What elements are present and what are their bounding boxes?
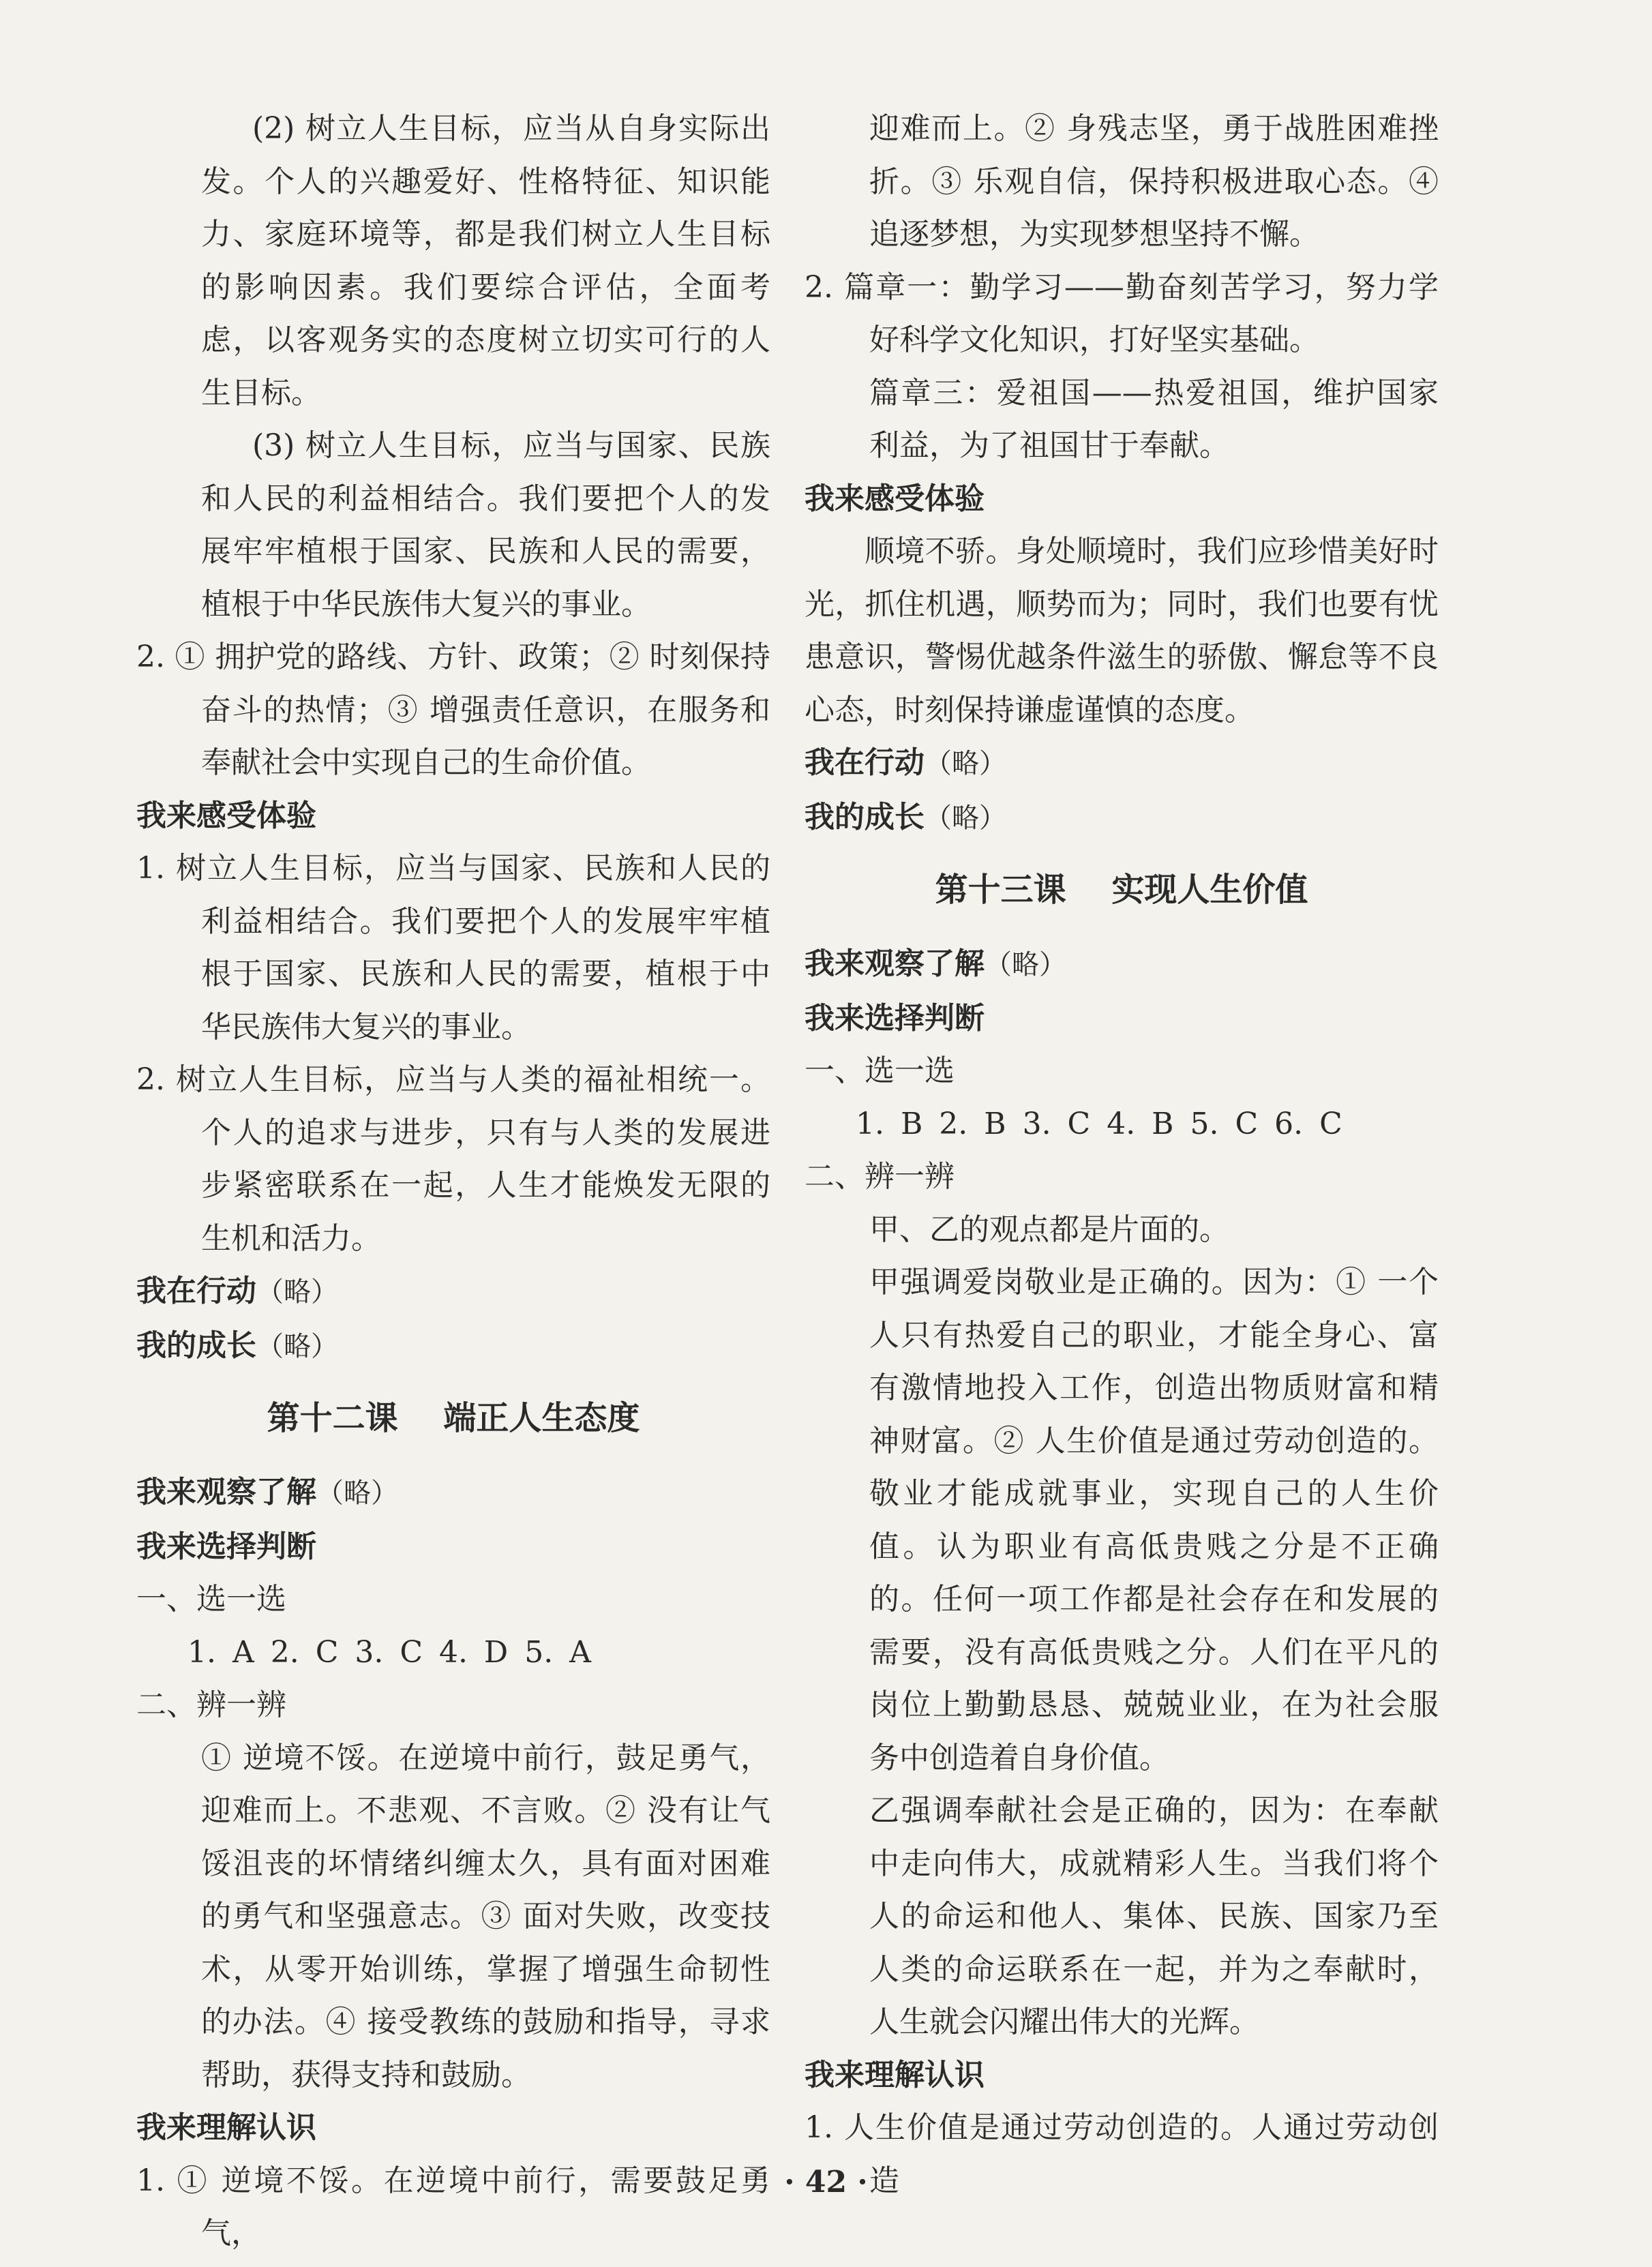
right-column bbox=[805, 102, 1439, 2207]
section-heading: 我来感受体验 bbox=[136, 798, 316, 833]
section-heading: 我来理解认识 bbox=[136, 2110, 316, 2145]
lesson-title: 第十二课 端正人生态度 bbox=[267, 1399, 640, 1437]
heading-text: 我的成长 bbox=[136, 1327, 256, 1363]
page-number: · 42 · bbox=[784, 2165, 868, 2200]
paragraph: (3) 树立人生目标，应当与国家、民族和人民的利益相结合。我们要把个人的发展牢牢植根于国家、民族和人民的需要，植根于中华民族伟大复兴的事业。 bbox=[201, 428, 770, 622]
omitted-note: （略） bbox=[256, 1330, 338, 1362]
heading-text: 我在行动 bbox=[136, 1274, 256, 1308]
section-heading bbox=[805, 736, 1439, 791]
numbered-item: 1. 树立人生目标，应当与国家、民族和人民的利益相结合。我们要把个人的发展牢牢植根于国家、民族和人民的需要，植根于中华民族伟大复兴的事业。 bbox=[136, 851, 770, 1045]
section-heading bbox=[805, 937, 1439, 992]
paragraph: ① 逆境不馁。在逆境中前行，鼓足勇气，迎难而上。不悲观、不言败。② 没有让气馁沮丧的坏情绪纠缠太久，具有面对困难的勇气和坚强意志。③ 面对失败，改变技术，从零开始训练，掌握了增强生命韧性的办法。④ 接受教练的鼓励和指导，寻求帮助，获得支持和鼓励。 bbox=[201, 1740, 770, 2092]
paragraph: 甲、乙的观点都是片面的。 bbox=[869, 1212, 1229, 1247]
section-heading: 我来选择判断 bbox=[805, 1000, 985, 1036]
subsection-label: 一、选一选 bbox=[136, 1582, 286, 1617]
subsection-label: 二、辨一辨 bbox=[805, 1159, 955, 1194]
numbered-item: 2. 篇章一：勤学习——勤奋刻苦学习，努力学好科学文化知识，打好坚实基础。 bbox=[805, 269, 1439, 357]
paragraph: 篇章三：爱祖国——热爱祖国，维护国家利益，为了祖国甘于奉献。 bbox=[869, 375, 1439, 463]
lesson-title: 第十三课 实现人生价值 bbox=[935, 871, 1308, 909]
section-heading: 我来感受体验 bbox=[805, 481, 985, 516]
answer-key: 1. B 2. B 3. C 4. B 5. C 6. C bbox=[856, 1106, 1342, 1141]
omitted-note: （略） bbox=[985, 949, 1066, 980]
omitted-note: （略） bbox=[925, 802, 1006, 834]
section-heading bbox=[136, 1319, 770, 1374]
numbered-item: 1. 人生价值是通过劳动创造的。人通过劳动创造 bbox=[805, 2110, 1439, 2198]
section-heading bbox=[136, 1265, 770, 1319]
numbered-item: 1. ① 逆境不馁。在逆境中前行，需要鼓足勇气， bbox=[136, 2163, 770, 2251]
heading-text: 我来观察了解 bbox=[805, 946, 985, 981]
subsection-label: 一、选一选 bbox=[805, 1053, 955, 1088]
section-heading bbox=[136, 1466, 770, 1520]
section-heading bbox=[805, 791, 1439, 845]
omitted-note: （略） bbox=[316, 1477, 398, 1509]
numbered-item: 2. ① 拥护党的路线、方针、政策；② 时刻保持奋斗的热情；③ 增强责任意识，在服务和奉献社会中实现自己的生命价值。 bbox=[136, 640, 770, 780]
left-column bbox=[136, 102, 770, 2260]
heading-text: 我在行动 bbox=[805, 745, 925, 780]
heading-text: 我来观察了解 bbox=[136, 1475, 316, 1510]
paragraph: 顺境不骄。身处顺境时，我们应珍惜美好时光，抓住机遇，顺势而为；同时，我们也要有忧患意识，警惕优越条件滋生的骄傲、懈怠等不良心态，时刻保持谦虚谨慎的态度。 bbox=[805, 534, 1439, 727]
numbered-item: 2. 树立人生目标，应当与人类的福祉相统一。个人的追求与进步，只有与人类的发展进步紧密联系在一起，人生才能焕发无限的生机和活力。 bbox=[136, 1062, 770, 1256]
section-heading: 我来选择判断 bbox=[136, 1529, 316, 1564]
heading-text: 我的成长 bbox=[805, 799, 925, 835]
paragraph: 乙强调奉献社会是正确的，因为：在奉献中走向伟大，成就精彩人生。当我们将个人的命运和他人、集体、民族、国家乃至人类的命运联系在一起，并为之奉献时，人生就会闪耀出伟大的光辉。 bbox=[869, 1793, 1439, 2039]
paragraph: 甲强调爱岗敬业是正确的。因为：① 一个人只有热爱自己的职业，才能全身心、富有激情地投入工作，创造出物质财富和精神财富。② 人生价值是通过劳动创造的。敬业才能成就事业，实现自己的人生价值。认为职业有高低贵贱之分是不正确的。任何一项工作都是社会存在和发展的需要，没有高低贵贱之分。人们在平凡的岗位上勤勤恳恳、兢兢业业，在为社会服务中创造着自身价值。 bbox=[869, 1265, 1439, 1775]
paragraph: 迎难而上。② 身残志坚，勇于战胜困难挫折。③ 乐观自信，保持积极进取心态。④ 追逐梦想，为实现梦想坚持不懈。 bbox=[869, 111, 1439, 252]
subsection-label: 二、辨一辨 bbox=[136, 1687, 286, 1722]
answer-key: 1. A 2. C 3. C 4. D 5. A bbox=[187, 1634, 591, 1670]
paragraph: (2) 树立人生目标，应当从自身实际出发。个人的兴趣爱好、性格特征、知识能力、家庭环境等，都是我们树立人生目标的影响因素。我们要综合评估，全面考虑，以客观务实的态度树立切实可行的人生目标。 bbox=[201, 111, 770, 410]
omitted-note: （略） bbox=[925, 748, 1006, 779]
section-heading: 我来理解认识 bbox=[805, 2057, 985, 2092]
omitted-note: （略） bbox=[256, 1276, 338, 1308]
